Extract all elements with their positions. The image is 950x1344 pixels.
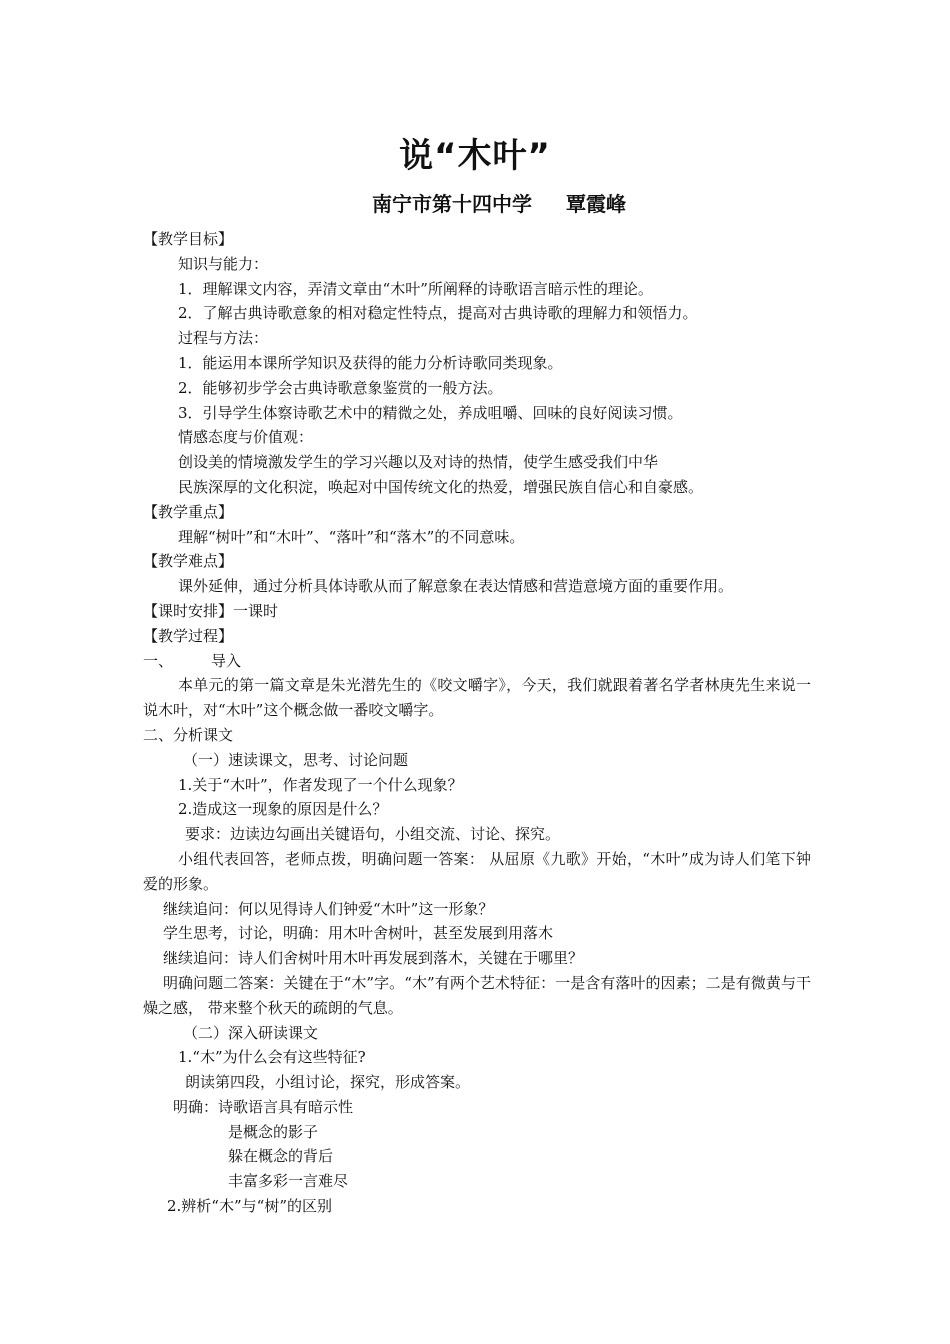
student-text: 学生思考，讨论，明确：用木叶舍树叶，甚至发展到用落木 [163, 924, 554, 943]
difficulty-text: 课外延伸，通过分析具体诗歌从而了解意象在表达情感和营造意境方面的重要作用。 [178, 577, 734, 596]
subheading-emotion: 情感态度与价值观： [178, 428, 314, 447]
focus-text: 理解“树叶”和“木叶”、“落叶”和“落木”的不同意味。 [178, 527, 525, 546]
section-heading-schedule: 【课时安排】一课时 [143, 601, 279, 620]
author-line [0, 188, 950, 217]
author-name: 覃霞峰 [566, 192, 626, 216]
clarify-text: 明确：诗歌语言具有暗示性 [173, 1097, 354, 1116]
clarify-item: 丰富多彩一言难尽 [228, 1172, 349, 1191]
part-heading-intro [143, 649, 811, 674]
answer-paragraph: 小组代表回答，老师点拨，明确问题一答案： 从屈原《九歌》开始，“木叶”成为诗人们笔下钟爱的形象。 [143, 849, 811, 893]
question-item: 1.关于“木叶”，作者发现了一个什么现象？ [178, 775, 463, 794]
clarify-item: 是概念的影子 [228, 1122, 319, 1141]
answer-paragraph: 明确问题二答案：关键在于“木”字。“木”有两个艺术特征：一是含有落叶的因素；二是有微黄与干燥之感， 带来整个秋天的疏朗的气息。 [143, 973, 811, 1017]
subheading-knowledge: 知识与能力： [178, 254, 269, 273]
document-body [143, 227, 811, 1219]
subsection-heading: （一）速读课文，思考、讨论问题 [183, 750, 409, 769]
list-item: 1．理解课文内容，弄清文章由“木叶”所阐释的诗歌语言暗示性的理论。 [178, 279, 653, 298]
requirement-text: 要求：边读边勾画出关键语句，小组交流、讨论、探究。 [185, 825, 561, 844]
section-heading-focus: 【教学重点】 [143, 502, 234, 521]
list-item: 3．引导学生体察诗歌艺术中的精微之处，养成咀嚼、回味的良好阅读习惯。 [178, 403, 683, 422]
followup-text: 继续追问：何以见得诗人们钟爱“木叶”这一形象？ [163, 899, 494, 918]
list-item: 1．能运用本课所学知识及获得的能力分析诗歌同类现象。 [178, 353, 563, 372]
part-label: 导入 [211, 651, 242, 670]
section-heading-difficulty: 【教学难点】 [143, 552, 234, 571]
list-item: 2．了解古典诗歌意象的相对稳定性特点，提高对古典诗歌的理解力和领悟力。 [178, 304, 698, 323]
question-item: 2.辨析“木”与“树”的区别 [167, 1197, 332, 1216]
question-item: 1.“木”为什么会有这些特征? [178, 1048, 366, 1067]
paragraph-line: 创设美的情境激发学生的学习兴趣以及对诗的热情，使学生感受我们中华 [178, 453, 659, 472]
list-item: 2．能够初步学会古典诗歌意象鉴赏的一般方法。 [178, 378, 503, 397]
paragraph-line: 民族深厚的文化积淀，唤起对中国传统文化的热爱，增强民族自信心和自豪感。 [178, 477, 704, 496]
section-heading-goals: 【教学目标】 [143, 230, 234, 248]
followup-text: 继续追问：诗人们舍树叶用木叶再发展到落木，关键在于哪里？ [163, 949, 584, 968]
question-item: 2.造成这一现象的原因是什么？ [178, 800, 388, 819]
part-number: 一、 [143, 651, 174, 670]
section-heading-process: 【教学过程】 [143, 626, 234, 645]
subheading-process: 过程与方法： [178, 329, 269, 348]
clarify-item: 躲在概念的背后 [228, 1147, 334, 1166]
part-heading-analysis: 二、分析课文 [143, 725, 234, 744]
reading-text: 朗读第四段，小组讨论，探究，形成答案。 [185, 1073, 471, 1092]
subsection-heading: （二）深入研读课文 [183, 1023, 319, 1042]
intro-paragraph: 本单元的第一篇文章是朱光潜先生的《咬文嚼字》，今天，我们就跟着著名学者林庚先生来说一说木叶，对“木叶”这个概念做一番咬文嚼字。 [143, 676, 811, 720]
page-title: 说“木叶” [399, 136, 551, 176]
author-school: 南宁市第十四中学 [372, 192, 532, 216]
